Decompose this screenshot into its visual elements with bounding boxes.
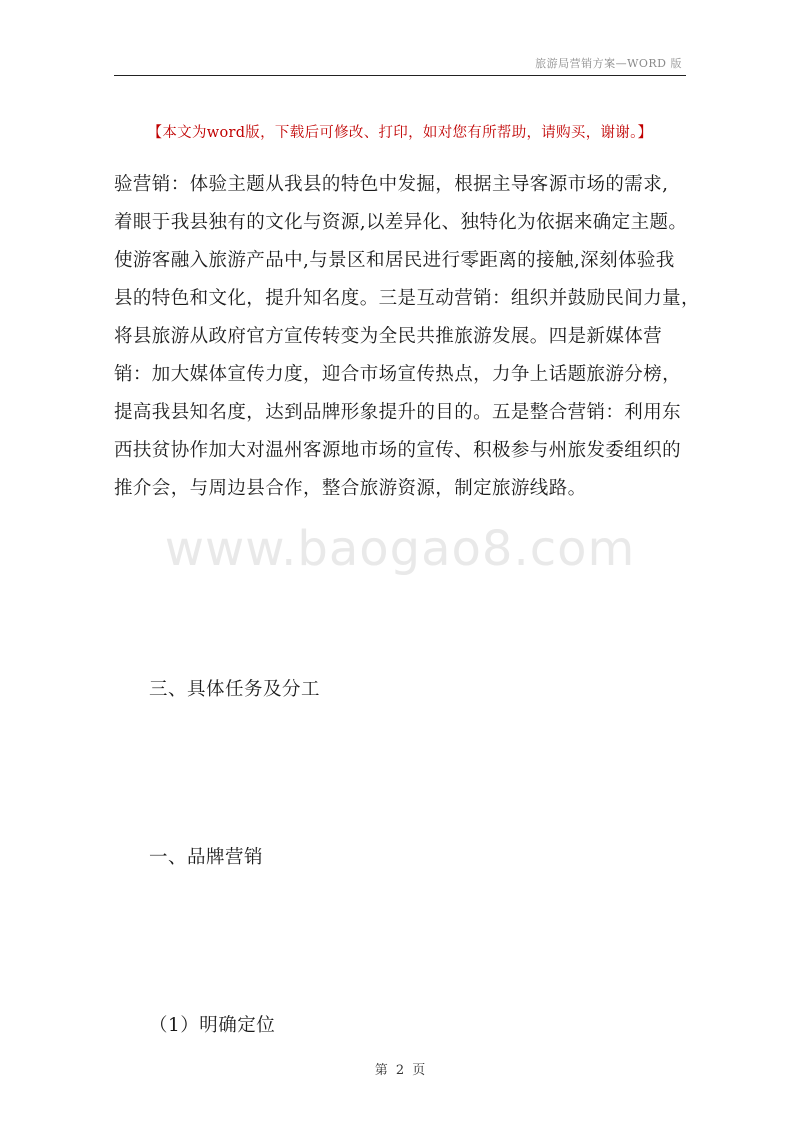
subsection-heading-positioning: （1）明确定位 bbox=[149, 1015, 276, 1036]
body-line: 西扶贫协作加大对温州客源地市场的宣传、积极参与州旅发委组织的 bbox=[114, 440, 682, 461]
body-line: 销：加大媒体宣传力度，迎合市场宣传热点，力争上话题旅游分榜， bbox=[114, 364, 682, 385]
section-heading-brand-marketing: 一、品牌营销 bbox=[149, 847, 264, 868]
page-suffix: 页 bbox=[412, 1063, 426, 1078]
body-paragraph bbox=[114, 166, 700, 508]
watermark: www.baogao8.com bbox=[164, 521, 636, 577]
page-prefix: 第 bbox=[374, 1063, 388, 1078]
section-heading-tasks: 三、具体任务及分工 bbox=[149, 679, 321, 700]
header-divider bbox=[114, 75, 686, 76]
body-line: 使游客融入旅游产品中,与景区和居民进行零距离的接触,深刻体验我 bbox=[114, 250, 675, 271]
body-line: 着眼于我县独有的文化与资源,以差异化、独特化为依据来确定主题。 bbox=[114, 212, 688, 233]
body-line: 提高我县知名度，达到品牌形象提升的目的。五是整合营销：利用东 bbox=[114, 402, 682, 423]
body-line: 验营销：体验主题从我县的特色中发掘，根据主导客源市场的需求, bbox=[114, 174, 669, 195]
page-number-footer bbox=[0, 1059, 800, 1078]
body-line: 县的特色和文化，提升知名度。三是互动营销：组织并鼓励民间力量， bbox=[114, 288, 700, 309]
download-notice: 【本文为word版，下载后可修改、打印，如对您有所帮助，请购买，谢谢。】 bbox=[147, 125, 653, 141]
page-number: 2 bbox=[395, 1063, 405, 1078]
running-header: 旅游局营销方案—WORD 版 bbox=[535, 57, 682, 70]
body-line: 将县旅游从政府官方宣传转变为全民共推旅游发展。四是新媒体营 bbox=[114, 326, 663, 347]
body-line: 推介会，与周边县合作，整合旅游资源，制定旅游线路。 bbox=[114, 478, 587, 499]
